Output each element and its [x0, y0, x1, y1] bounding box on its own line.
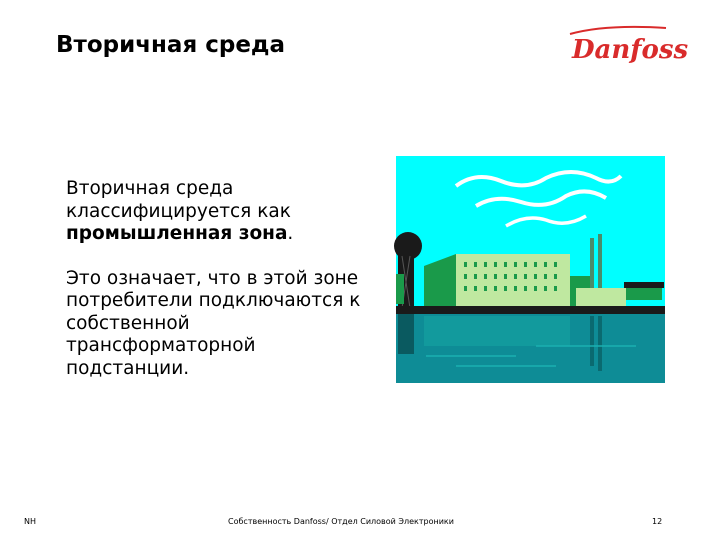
danfoss-logo	[566, 20, 689, 70]
factory-illustration	[396, 156, 665, 383]
page-number: 12	[652, 517, 663, 526]
logo-text: Danfoss	[572, 35, 689, 65]
body-text	[66, 178, 366, 402]
paragraph-1: Вторичная среда классифицируется как промышленная зона.	[66, 178, 294, 244]
footer-author: NH	[24, 517, 36, 526]
footer-copyright: Собственность Danfoss/ Отдел Силовой Электроники	[228, 517, 454, 526]
slide-title: Вторичная среда	[56, 32, 286, 58]
highlight-industrial-zone: промышленная зона	[66, 223, 288, 244]
factory-icon	[396, 156, 665, 383]
paragraph-2: Это означает, что в этой зоне потребители подключаются к собственной трансформаторной подстанции.	[66, 267, 361, 379]
